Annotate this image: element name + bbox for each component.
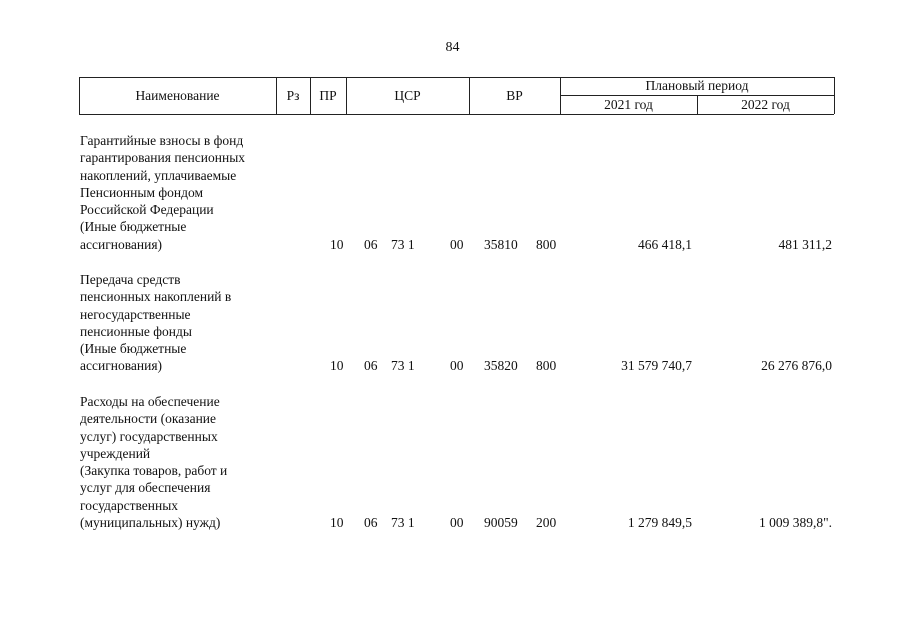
row-csr-subprogram: 00 — [450, 515, 464, 530]
row-value-2022: 26 276 876,0 — [761, 358, 832, 373]
row-name-line: (Иные бюджетные — [80, 341, 187, 357]
row-name-line: Российской Федерации — [80, 202, 214, 218]
row-name-line: услуг) государственных — [80, 428, 218, 444]
row-value-2021: 31 579 740,7 — [621, 358, 692, 373]
header-bottom-border — [79, 114, 834, 115]
row-name-line: услуг для обеспечения — [80, 480, 211, 496]
row-pr: 06 — [364, 358, 378, 373]
row-csr-subprogram: 00 — [450, 358, 464, 373]
row-name-line: ассигнования) — [80, 236, 163, 252]
header-vr: ВР — [506, 88, 523, 103]
row-name-line: (Иные бюджетные — [80, 219, 187, 235]
row-name-line: накоплений, уплачиваемые — [80, 167, 237, 183]
row-value-2021: 466 418,1 — [638, 237, 692, 252]
row-value-2021: 1 279 849,5 — [627, 515, 692, 530]
row-name-line: (муниципальных) нужд) — [80, 515, 221, 531]
row-csr-direction: 90059 — [484, 515, 518, 530]
header-csr: ЦСР — [394, 88, 421, 103]
row-name-line: пенсионных накоплений в — [80, 289, 232, 305]
header-year-2021: 2021 год — [604, 97, 653, 112]
row-name-line: Гарантийные взносы в фонд — [80, 133, 244, 148]
row-value-2022: 481 311,2 — [778, 237, 832, 252]
row-csr-direction: 35810 — [484, 237, 518, 252]
row-name-line: пенсионные фонды — [80, 323, 192, 339]
row-name-line: учреждений — [80, 445, 151, 461]
row-name — [80, 271, 295, 375]
row-pr: 06 — [364, 237, 378, 252]
header-name: Наименование — [135, 88, 220, 103]
row-value-2022: 1 009 389,8". — [758, 515, 832, 530]
row-name-line: негосударственные — [80, 306, 191, 322]
row-name-line: ассигнования) — [80, 358, 163, 374]
row-name-line: государственных — [80, 497, 179, 513]
header-planned-period: Плановый период — [645, 78, 749, 93]
header-year-2022: 2022 год — [741, 97, 790, 112]
header-col-divider — [834, 77, 835, 114]
row-rz: 10 — [330, 515, 344, 530]
row-csr-subprogram: 00 — [450, 237, 464, 252]
row-vr: 200 — [536, 515, 557, 530]
row-name-line: Пенсионным фондом — [80, 184, 203, 200]
header-rz: Рз — [286, 88, 300, 103]
row-csr-program: 73 1 — [391, 515, 415, 530]
row-rz: 10 — [330, 237, 344, 252]
row-name-line: деятельности (оказание — [80, 411, 217, 427]
row-name-line: Передача средств — [80, 272, 181, 287]
row-pr: 06 — [364, 515, 378, 530]
row-csr-direction: 35820 — [484, 358, 518, 373]
header-pr: ПР — [319, 88, 337, 103]
row-vr: 800 — [536, 237, 557, 252]
row-name-line: гарантирования пенсионных — [80, 150, 246, 166]
row-name-line: (Закупка товаров, работ и — [80, 463, 228, 479]
row-csr-program: 73 1 — [391, 237, 415, 252]
row-vr: 800 — [536, 358, 557, 373]
row-name — [80, 132, 295, 253]
row-name-line: Расходы на обеспечение — [80, 394, 220, 409]
row-name — [80, 393, 295, 531]
row-csr-program: 73 1 — [391, 358, 415, 373]
page-number: 84 — [445, 40, 460, 55]
row-rz: 10 — [330, 358, 344, 373]
